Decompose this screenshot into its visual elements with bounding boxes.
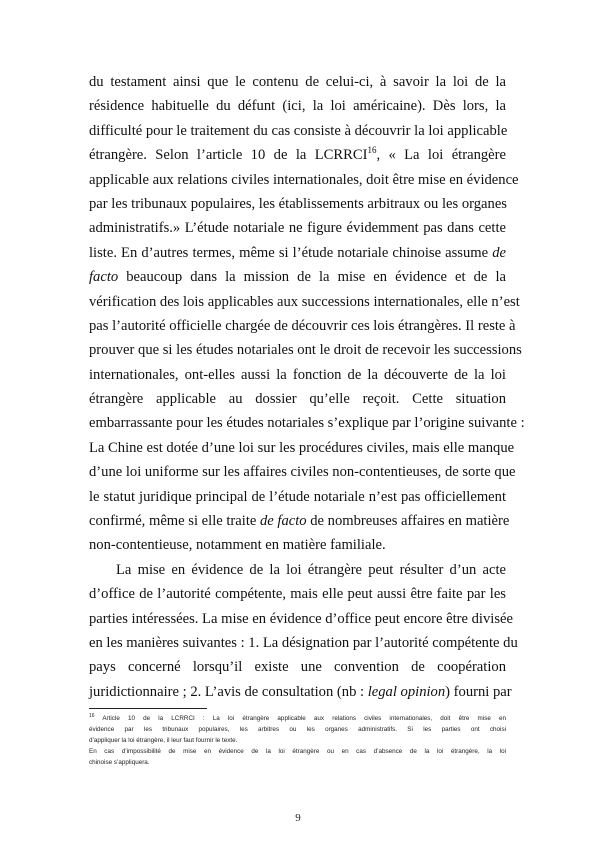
text-line: internationales, ont-elles aussi la fonction de la découverte de la loi	[89, 366, 506, 383]
footnote-reference: 16	[367, 145, 377, 156]
footnote-number: 16	[89, 712, 95, 719]
text-line: d’une loi uniforme sur les affaires civiles non-contentieuses, de sorte que	[89, 464, 516, 481]
footnote-line: En cas d’impossibilité de mise en évidence de la loi étrangère ou en cas d’absence de la loi étrangère, la loi	[89, 748, 506, 755]
footnote-separator	[89, 708, 207, 709]
body-text	[89, 70, 525, 704]
page-number: 9	[295, 812, 301, 824]
text-line: en les manières suivantes : 1. La désignation par l’autorité compétente du	[89, 634, 518, 651]
text-line: pas l’autorité officielle chargée de découvrir ces lois étrangères. Il reste à	[89, 317, 516, 334]
text-line: non-contentieuse, notamment en matière familiale.	[89, 537, 386, 554]
text-line: liste. En d’autres termes, même si l’étude notariale chinoise assume de	[89, 244, 506, 261]
footnote-line: évidence par les tribunaux populaires, les arbitres ou les organes administratifs. Si les parties ont choisi	[89, 726, 506, 733]
text-line: difficulté pour le traitement du cas consiste à découvrir la loi applicable	[89, 122, 508, 139]
text-line: le statut juridique principal de l’étude notariale n’est pas officiellement	[89, 488, 506, 505]
text-line: embarrassante pour les études notariales s’explique par l’origine suivante :	[89, 415, 525, 432]
text-line: pays concerné lorsqu’il existe une convention de coopération	[89, 659, 506, 676]
text-line: juridictionnaire ; 2. L’avis de consultation (nb : legal opinion) fourni par	[89, 683, 512, 700]
text-line: confirmé, même si elle traite de facto de nombreuses affaires en matière	[89, 513, 510, 530]
footnote-line: $^{16}$ Article 10 de la LCRRCI : La loi étrangère applicable aux relations civiles internationales, doit être mise en	[89, 712, 506, 722]
text-line: administratifs.» L’étude notariale ne figure évidemment pas dans cette	[89, 220, 506, 237]
footnote-line: d’appliquer la loi étrangère, il leur faut fournir le texte.	[89, 737, 238, 744]
text-line: du testament ainsi que le contenu de celui-ci, à savoir la loi de la	[89, 74, 506, 90]
text-line: prouver que si les études notariales ont le droit de recevoir les successions	[89, 342, 522, 359]
text-line: applicable aux relations civiles internationales, doit être mise en évidence	[89, 171, 519, 188]
text-line: vérification des lois applicables aux successions internationales, elle n’est	[89, 293, 520, 310]
text-line: étrangère. Selon l’article 10 de la LCRRCI$^{16}$, « La loi étrangère	[89, 145, 506, 164]
text-line: étrangère applicable au dossier qu’elle reçoit. Cette situation	[89, 391, 506, 408]
paragraph-first-line: La mise en évidence de la loi étrangère peut résulter d’un acte	[116, 561, 506, 578]
text-line: résidence habituelle du défunt (ici, la loi américaine). Dès lors, la	[89, 98, 506, 115]
text-line: La Chine est dotée d’une loi sur les procédures civiles, mais elle manque	[89, 439, 515, 456]
footnote	[89, 713, 506, 768]
text-line: facto beaucoup dans la mission de la mise en évidence et de la	[89, 269, 506, 286]
footnote-line: chinoise s’appliquera.	[89, 759, 150, 766]
text-line: d’office de l’autorité compétente, mais elle peut aussi être faite par les	[89, 586, 506, 603]
text-line: par les tribunaux populaires, les établissements arbitraux ou les organes	[89, 195, 507, 212]
text-line: parties intéressées. La mise en évidence d’office peut encore être divisée	[89, 610, 513, 627]
